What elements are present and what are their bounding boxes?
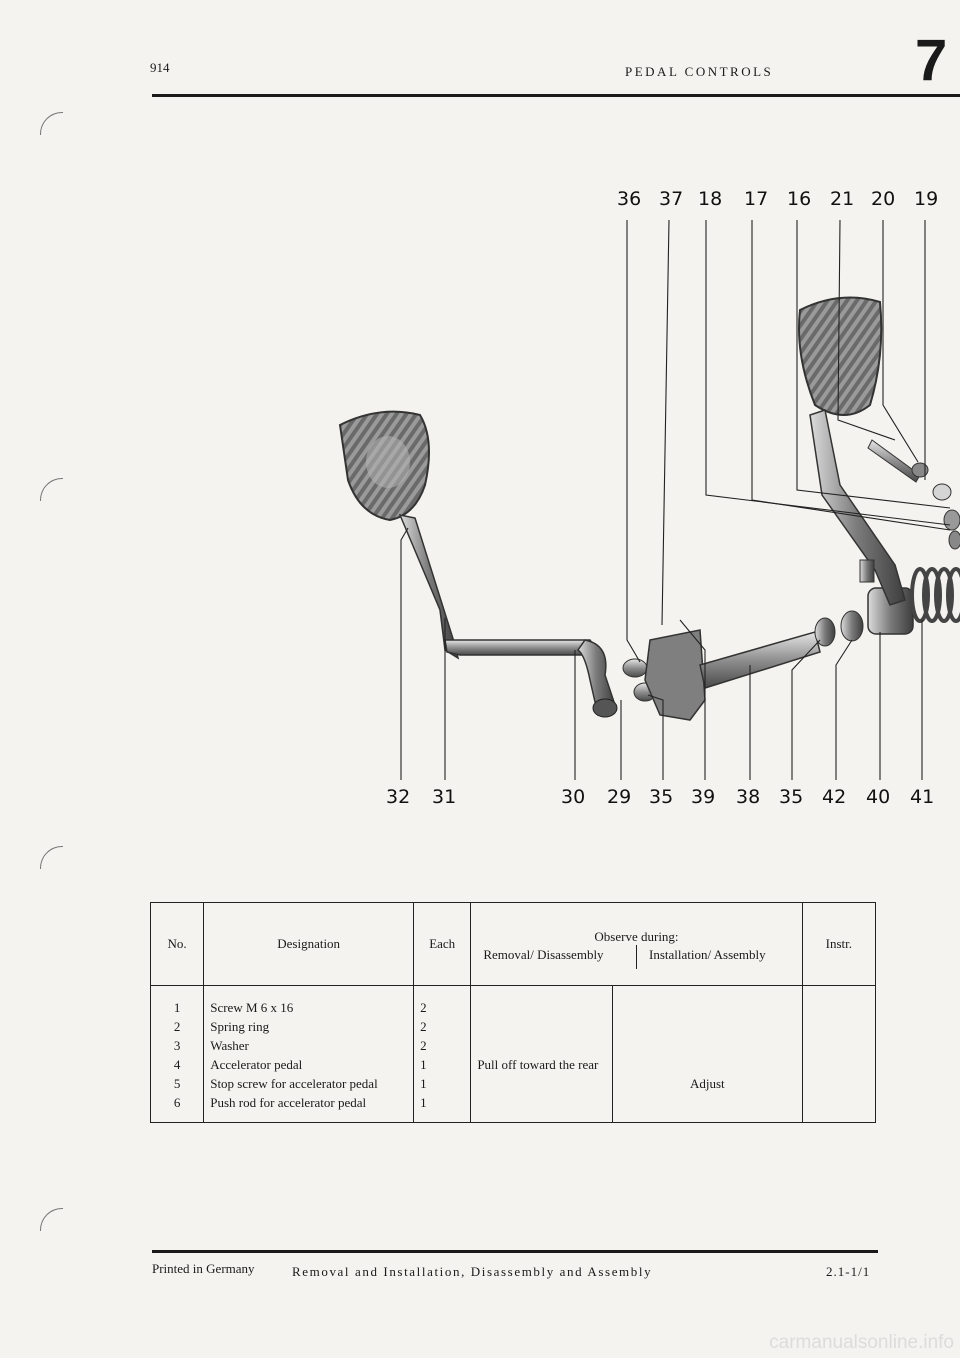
header-designation: Designation <box>204 903 414 986</box>
row-removal <box>471 1093 613 1123</box>
bracket-plate <box>645 630 705 720</box>
callout-17: 17 <box>744 188 769 210</box>
observe-title: Observe during: <box>594 929 679 944</box>
table-row <box>151 1036 876 1055</box>
callout-21: 21 <box>830 188 855 210</box>
row-installation <box>612 1093 802 1123</box>
row-designation: Stop screw for accelerator pedal <box>204 1074 414 1093</box>
row-no: 1 <box>151 986 204 1018</box>
header-instr: Instr. <box>802 903 875 986</box>
row-instr <box>802 1055 875 1074</box>
left-pedal-pad <box>340 412 429 520</box>
washer-part <box>933 484 951 500</box>
nut <box>912 463 928 477</box>
footer-printed: Printed in Germany <box>152 1261 255 1276</box>
callout-42: 42 <box>822 786 847 808</box>
row-instr <box>802 1093 875 1123</box>
row-installation <box>612 1055 802 1074</box>
pedal-exploded-diagram <box>0 140 960 820</box>
row-instr <box>802 986 875 1018</box>
table-row <box>151 1074 876 1093</box>
header-no: No. <box>151 903 204 986</box>
callout-38: 38 <box>736 786 761 808</box>
row-each: 1 <box>414 1074 471 1093</box>
row-no: 3 <box>151 1036 204 1055</box>
watermark: carmanualsonline.info <box>769 1332 954 1353</box>
table-row <box>151 1055 876 1074</box>
row-designation: Screw M 6 x 16 <box>204 986 414 1018</box>
row-no: 4 <box>151 1055 204 1074</box>
row-each: 2 <box>414 986 471 1018</box>
callout-36: 36 <box>617 188 642 210</box>
row-designation: Push rod for accelerator pedal <box>204 1093 414 1123</box>
binder-hole-mark-3 <box>40 846 63 869</box>
left-pedal-arm <box>400 515 458 658</box>
row-each: 2 <box>414 1017 471 1036</box>
page-number: 914 <box>150 60 170 75</box>
callout-41: 41 <box>910 786 935 808</box>
sleeve-2 <box>841 611 863 641</box>
callout-40: 40 <box>866 786 891 808</box>
row-removal <box>471 986 613 1018</box>
row-each: 1 <box>414 1055 471 1074</box>
row-no: 6 <box>151 1093 204 1123</box>
footer-code: 2.1-1/1 <box>826 1264 871 1279</box>
right-pedal-arm <box>810 410 905 605</box>
row-removal: Pull off toward the rear <box>471 1055 613 1074</box>
row-designation: Washer <box>204 1036 414 1055</box>
callout-16: 16 <box>787 188 812 210</box>
row-installation <box>612 1017 802 1036</box>
row-removal <box>471 1074 613 1093</box>
row-designation: Accelerator pedal <box>204 1055 414 1074</box>
callout-30: 30 <box>561 786 586 808</box>
table-row <box>151 986 876 1018</box>
footer-title: Removal and Installation, Disassembly and Assembly <box>292 1264 653 1279</box>
callout-39: 39 <box>691 786 716 808</box>
binder-hole-mark-4 <box>40 1208 63 1231</box>
return-spring <box>912 569 960 621</box>
row-no: 5 <box>151 1074 204 1093</box>
callout-29: 29 <box>607 786 632 808</box>
row-removal <box>471 1036 613 1055</box>
row-instr <box>802 1074 875 1093</box>
header-each: Each <box>414 903 471 986</box>
row-instr <box>802 1036 875 1055</box>
section-title: PEDAL CONTROLS <box>625 64 774 79</box>
row-each: 2 <box>414 1036 471 1055</box>
row-installation <box>612 986 802 1018</box>
callout-32: 32 <box>386 786 411 808</box>
header-installation: Installation/ Assembly <box>636 945 802 969</box>
callout-31: 31 <box>432 786 457 808</box>
callout-35b: 35 <box>779 786 804 808</box>
row-installation: Adjust <box>612 1074 802 1093</box>
callout-20: 20 <box>871 188 896 210</box>
table-header-row <box>151 903 876 986</box>
row-each: 1 <box>414 1093 471 1123</box>
callout-19: 19 <box>914 188 939 210</box>
bushing-left <box>623 659 647 677</box>
table-row <box>151 1017 876 1036</box>
chapter-number: 7 <box>915 28 948 93</box>
footer-rule <box>152 1250 878 1253</box>
binder-hole-mark-1 <box>40 112 63 135</box>
callout-37: 37 <box>659 188 684 210</box>
table-row <box>151 1093 876 1123</box>
callout-18: 18 <box>698 188 723 210</box>
push-rod <box>868 440 920 482</box>
row-instr <box>802 1017 875 1036</box>
parts-table <box>150 902 876 1123</box>
row-installation <box>612 1036 802 1055</box>
callout-35a: 35 <box>649 786 674 808</box>
right-pedal-pad <box>799 298 881 416</box>
row-no: 2 <box>151 1017 204 1036</box>
header-rule <box>152 94 960 97</box>
header-observe <box>471 903 802 986</box>
clip <box>944 510 960 530</box>
header-removal: Removal/ Disassembly <box>483 947 604 962</box>
row-designation: Spring ring <box>204 1017 414 1036</box>
row-removal <box>471 1017 613 1036</box>
cross-shaft <box>445 640 600 655</box>
